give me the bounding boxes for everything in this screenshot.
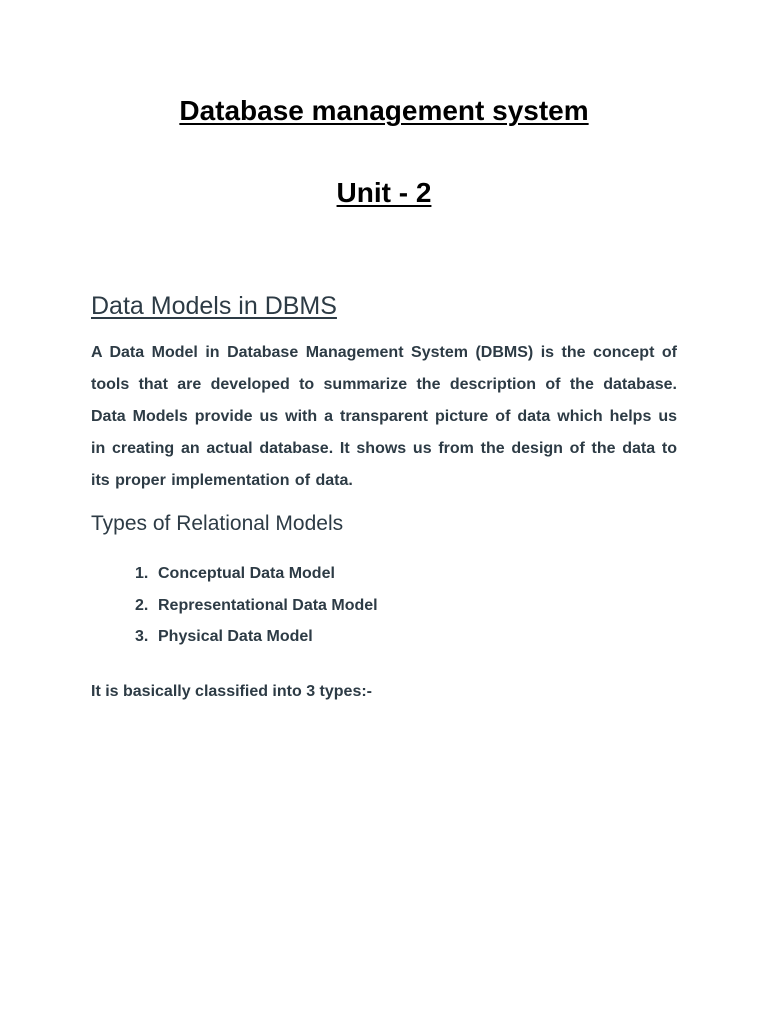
list-item <box>135 624 378 656</box>
section-heading-types: Types of Relational Models <box>91 512 344 535</box>
closing-sentence: It is basically classified into 3 types:- <box>91 683 372 700</box>
unit-title: Unit - 2 <box>336 177 432 208</box>
data-model-paragraph: A Data Model in Database Management System (DBMS) is the concept of tools that are developed to summarize the description of the database. Data Models provide us with a transparent picture of data which helps us in creating an actual database. It shows us from the design of the data to its proper implementation of data. <box>91 344 677 489</box>
model-types-list <box>135 561 378 656</box>
list-item <box>135 593 378 625</box>
list-item-label: Physical Data Model <box>158 628 313 645</box>
list-item-number: 1. <box>135 565 149 582</box>
list-item-number: 2. <box>135 596 149 614</box>
list-item-label: Representational Data Model <box>158 596 378 614</box>
section-heading-data-models: Data Models in DBMS <box>91 292 337 320</box>
list-item-label: Conceptual Data Model <box>158 565 335 582</box>
document-title: Database management system <box>179 95 589 126</box>
list-item <box>135 561 378 593</box>
list-item-number: 3. <box>135 628 149 645</box>
